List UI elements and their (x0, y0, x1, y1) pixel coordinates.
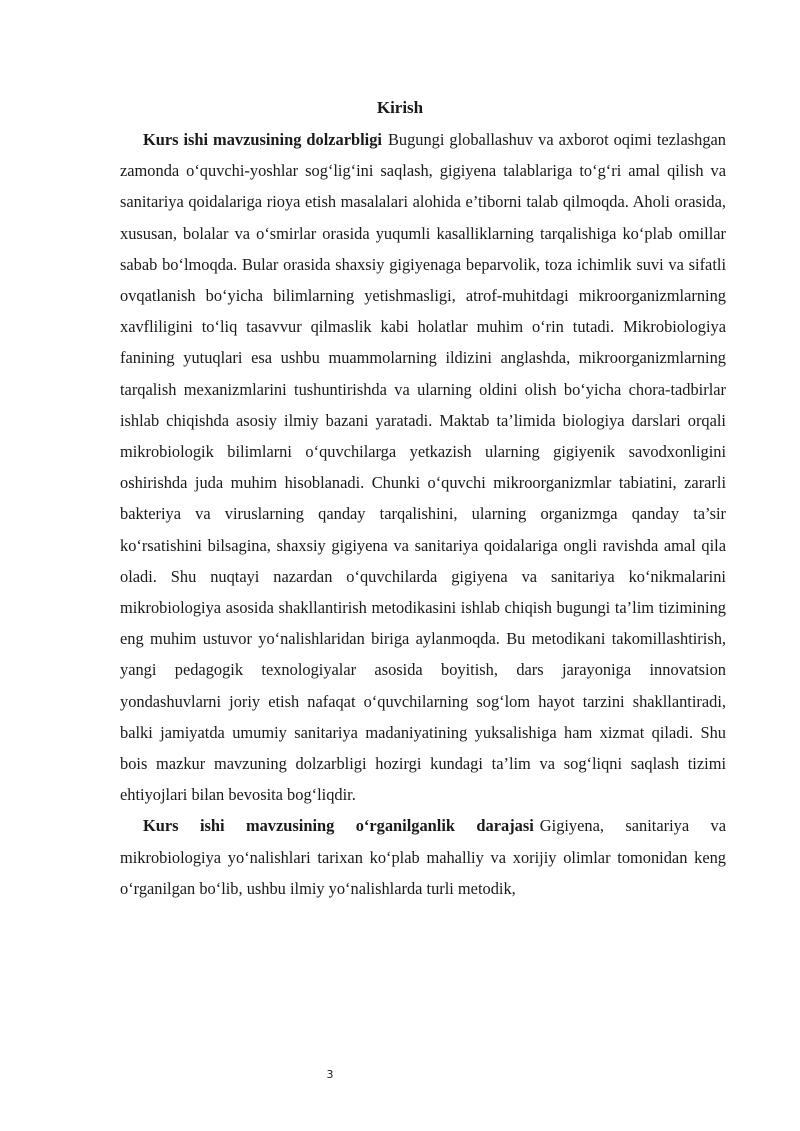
paragraph-lead-relevance: Kurs ishi mavzusining dolzarbligi (143, 130, 382, 149)
paragraph-relevance (120, 124, 726, 810)
page-number: 3 (326, 1068, 334, 1081)
paragraph-text-study-level: Gigiyena, sanitariya va mikrobiologiya yo‘nalishlari tarixan ko‘plab mahalliy va xorijiy olimlar tomonidan keng o‘rganilgan bo‘lib, ushbu ilmiy yo‘nalishlarda turli metodik, (120, 816, 727, 898)
body-text (120, 124, 726, 904)
paragraph-text-relevance: Bugungi globallashuv va axborot oqimi tezlashgan zamonda o‘quvchi-yoshlar sog‘lig‘ini saqlash, gigiyena talablariga to‘g‘ri amal qilish va sanitariya qoidalariga rioya etish masalalari alohida e’tiborni talab qilmoqda. Aholi orasida, xususan, bolalar va o‘smirlar orasida yuqumli kasalliklarning tarqalishiga ko‘plab omillar sabab bo‘lmoqda. Bular orasida shaxsiy gigiyenaga beparvolik, toza ichimlik suvi va sifatli ovqatlanish bo‘yicha bilimlarning yetishmasligi, atrof-muhitdagi mikroorganizmlarning xavfliligini to‘liq tasavvur qilmaslik kabi holatlar muhim o‘rin tutadi. Mikrobiologiya fanining yutuqlari esa ushbu muammolarning ildizini anglashda, mikroorganizmlarning tarqalish mexanizmlarini tushuntirishda va ularning oldini olish bo‘yicha chora-tadbirlar ishlab chiqishda asosiy ilmiy bazani yaratadi. Maktab ta’limida biologiya darslari orqali mikrobiologik bilimlarni o‘quvchilarga yetkazish ularning gigiyenik savodxonligini oshirishda juda muhim hisoblanadi. Chunki o‘quvchi mikroorganizmlar tabiatini, zararli bakteriya va viruslarning qanday tarqalishini, ularning organizmga qanday ta’sir ko‘rsatishini bilsagina, shaxsiy gigiyena va sanitariya qoidalariga ongli ravishda amal qila oladi. Shu nuqtayi nazardan o‘quvchilarda gigiyena va sanitariya ko‘nikmalarini mikrobiologiya asosida shakllantirish metodikasini ishlab chiqish bugungi ta’lim tizimining eng muhim ustuvor yo‘nalishlaridan biriga aylanmoqda. Bu metodikani takomillashtirish, yangi pedagogik texnologiyalar asosida boyitish, dars jarayoniga innovatsion yondashuvlarni joriy etish nafaqat o‘quvchilarning sog‘lom hayot tarzini shakllantiradi, balki jamiyatda umumiy sanitariya madaniyatining yuksalishiga ham xizmat qiladi. Shu bois mazkur mavzuning dolzarbligi hozirgi kundagi ta’lim va sog‘liqni saqlash tizimi ehtiyojlari bilan bevosita bog‘liqdir. (120, 130, 727, 805)
section-title: Kirish (376, 98, 424, 117)
paragraph-study-level (120, 810, 726, 904)
paragraph-lead-study-level: Kurs ishi mavzusining o‘rganilganlik darajasi (143, 816, 534, 836)
